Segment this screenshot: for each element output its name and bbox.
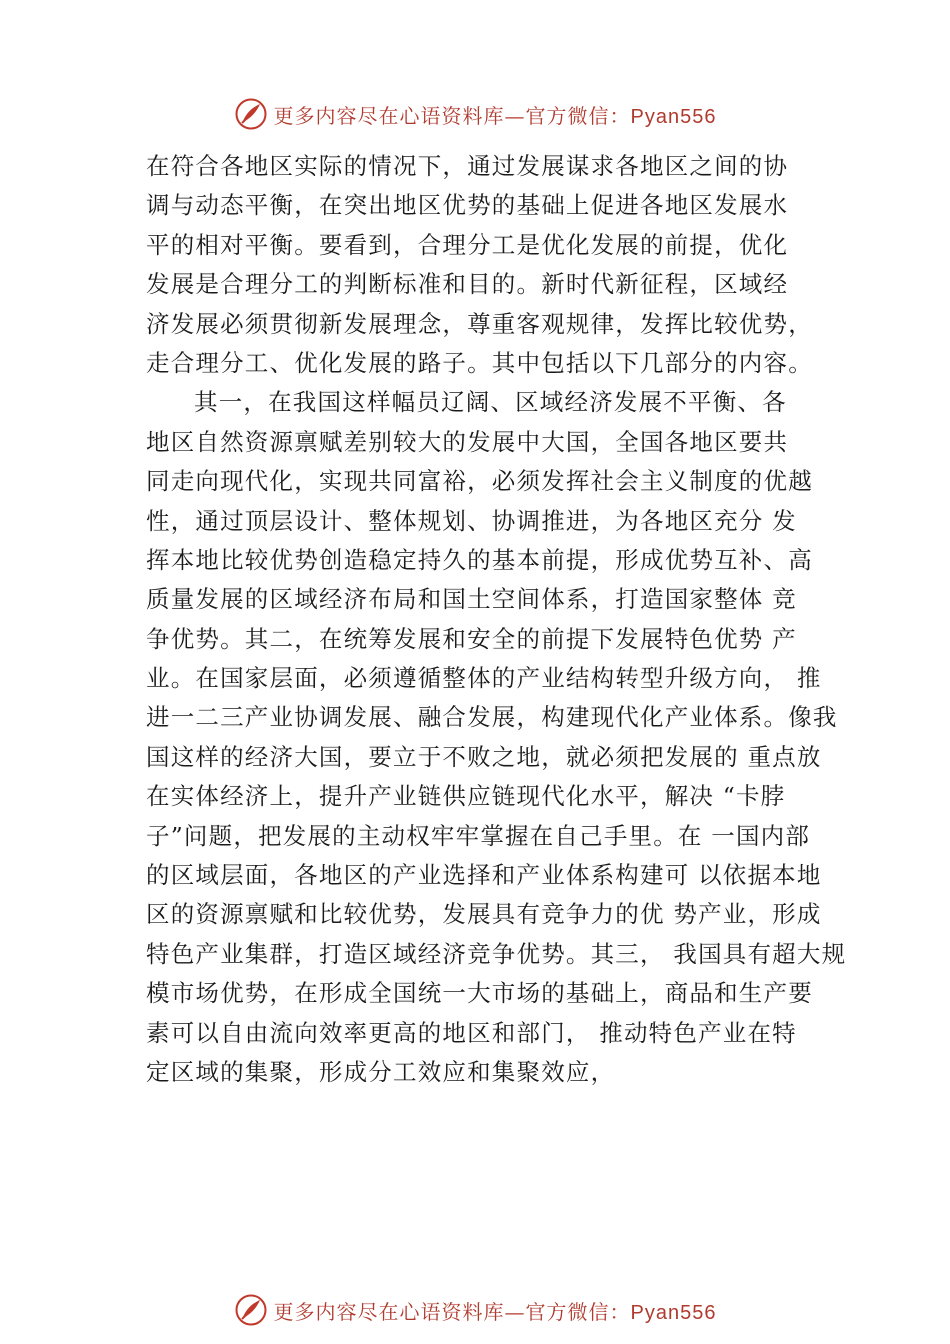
body-line: 性，通过顶层设计、整体规划、协调推进，为各地区充分 发 (146, 506, 797, 535)
paragraph-start-line: 其一，在我国这样幅员辽阔、区域经济发展不平衡、各 (194, 388, 787, 417)
wechat-label: 官方微信： (525, 1299, 631, 1324)
quill-logo-icon (234, 1293, 268, 1327)
body-line: 在符合各地区实际的情况下，通过发展谋求各地区之间的协 (146, 152, 789, 180)
watermark-text (274, 100, 717, 129)
body-line: 素可以自由流向效率更高的地区和部门， 推动特色产业在特 (146, 1018, 797, 1047)
quill-logo-icon (234, 97, 268, 131)
body-line: 地区自然资源禀赋差别较大的发展中大国，全国各地区要共 (146, 427, 789, 456)
body-line: 特色产业集群，打造区域经济竞争优势。其三， 我国具有超大规 (146, 939, 847, 968)
body-line: 进一二三产业协调发展、融合发展，构建现代化产业体系。像我 (146, 703, 838, 732)
body-line: 调与动态平衡，在突出地区优势的基础上促进各地区发展水 (146, 191, 789, 220)
brand-text: 更多内容尽在心语资料库— (273, 103, 526, 128)
body-line: 济发展必须贯彻新发展理念，尊重客观规律，发挥比较优势， (146, 309, 813, 338)
document-body (146, 147, 847, 1092)
body-line: 同走向现代化，实现共同富裕，必须发挥社会主义制度的优越 (146, 467, 813, 496)
body-line: 的区域层面，各地区的产业选择和产业体系构建可 以依据本地 (146, 861, 822, 890)
body-line: 挥本地比较优势创造稳定持久的基本前提，形成优势互补、高 (146, 545, 813, 574)
footer-watermark-banner (0, 1290, 950, 1330)
wechat-id: Pyan556 (630, 1301, 717, 1324)
wechat-id: Pyan556 (630, 105, 717, 128)
body-line: 国这样的经济大国，要立于不败之地，就必须把发展的 重点放 (146, 742, 822, 771)
brand-text: 更多内容尽在心语资料库— (273, 1299, 526, 1324)
body-line: 模市场优势，在形成全国统一大市场的基础上，商品和生产要 (146, 979, 813, 1008)
body-line: 区的资源禀赋和比较优势，发展具有竞争力的优 势产业，形成 (146, 900, 822, 929)
body-line: 在实体经济上，提升产业链供应链现代化水平，解决 “卡脖 (146, 782, 786, 811)
body-line: 业。在国家层面，必须遵循整体的产业结构转型升级方向， 推 (146, 664, 822, 693)
body-line: 定区域的集聚，形成分工效应和集聚效应， (146, 1057, 616, 1086)
wechat-label: 官方微信： (525, 103, 631, 128)
header-watermark-banner (0, 94, 950, 134)
body-line: 子”问题，把发展的主动权牢牢掌握在自己手里。在 一国内部 (146, 821, 811, 850)
body-line: 质量发展的区域经济布局和国土空间体系，打造国家整体 竞 (146, 585, 797, 614)
body-line: 争优势。其二，在统筹发展和安全的前提下发展特色优势 产 (146, 624, 797, 653)
body-line: 走合理分工、优化发展的路子。其中包括以下几部分的内容。 (146, 348, 813, 377)
watermark-text (274, 1296, 717, 1325)
body-line: 发展是合理分工的判断标准和目的。新时代新征程，区域经 (146, 270, 789, 299)
body-line: 平的相对平衡。要看到，合理分工是优化发展的前提，优化 (146, 230, 789, 259)
